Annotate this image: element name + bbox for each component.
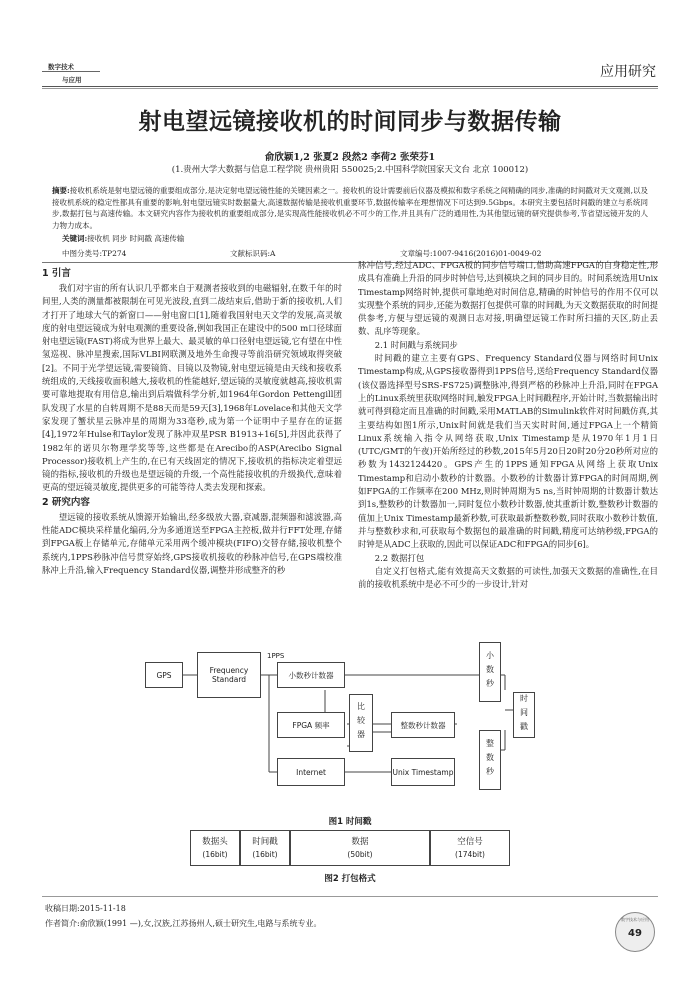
received-date: 收稿日期:2015-11-18: [45, 904, 126, 913]
logo-line2: 与应用: [62, 76, 82, 84]
fpga-frequency-box: FPGA 频率: [277, 712, 345, 738]
page-number-badge: [615, 912, 655, 952]
badge-ring-text: 数字技术与应用: [621, 917, 649, 922]
footer-rule: [42, 896, 658, 897]
logo-divider: [42, 71, 100, 72]
logo-line1: 数字技术: [48, 63, 74, 71]
figure2-caption: 图2 打包格式: [324, 874, 376, 884]
left-column: [42, 266, 342, 577]
subsection-heading-timestamp: 2.1 时间戳与系统同步: [374, 339, 458, 350]
section-heading-research: 2 研究内容: [42, 496, 90, 508]
journal-logo: [42, 58, 100, 88]
frequency-standard-box: Frequency Standard: [197, 652, 261, 698]
field-name: 空信号: [457, 837, 483, 847]
document-code: 文献标识码:A: [230, 249, 276, 258]
field-name: 数据: [351, 837, 369, 847]
integer-counter-box: 整数秒计数器: [391, 712, 455, 738]
field-size: (16bit): [202, 850, 228, 859]
abstract-text: 接收机系统是射电望远镜的重要组成部分,是决定射电望远镜性能的关键因素之一。接收机的设计需要前后仪器及模拟和数字系统之间精确的同步,准确的时间戳对天文观测,以及接收机系统的稳定性都具有重要的影响,射电望远镜实时数据量大,高速数据传输是接收机重要环节,数据传输率在理想情况下可达到9.5Gbps。本研究主要包括时间戳的建立与系统同步,数据打包与高速传输。本文研究内容作为接收机的重要组成部分,是实现高性能接收机必不可少的工作,并且具有广泛的通用性,为其他望远镜的研究提供参考,节省望远镜开发的人力物力成本。: [52, 186, 648, 230]
field-name: 数据头: [202, 837, 228, 847]
timestamp-paragraph: 时间戳的建立主要有GPS、Frequency Standard仪器与网络时间Unix Timestamp构成,从GPS接收器得到1PPS信号,送给Frequency Standard仪器(该仪器选择型号SRS-FS725)调整脉冲,得到严格的秒脉冲上升沿,同时在FPGA上的Linux系统里获取网络时间,触发FPGA上时间戳程序,开始计时,当数据输出时就可得到稳定而且准确的时间戳,采用MATLAB的Simulink软件对时间戳仿真,其主要结构如图1所示,Unix时间就是我们当天实时时间,通过FPGA上一个精简Linux系统输入指令从网络获取,Unix Timestamp是从1970年1月1日(UTC/GMT的午夜)开始所经过的秒数,2015年5月20日20时20分20秒所对应的秒数为1432124420。GPS产生的1PPS通知FPGA从网络上获取Unix Timestamp和启动小数秒的计数器。小数秒的计数器计算FPGA的时间周期,例如FPGA的工作频率在200 MHz,则时钟周期为5 ns,当时钟周期的计数器计数达到1s,整数秒的计数器加一,同时复位小数秒计数器,使其重新计数,整数秒计数器的值加上Unix Timestamp最新秒数,可获取最新整数秒数,同时获取小数秒计数值,并与整数秒求和,可获取每个数据包的最准确的时间戳,精度可达纳秒级,FPGA的时钟是从ADC上获取的,因此可以保证ADC和FPGA的同步[6]。: [358, 353, 658, 550]
abstract: [52, 185, 648, 231]
field-name: 时间戳: [252, 837, 278, 847]
packet-field-header: [190, 830, 240, 866]
figure-packet-format: [190, 830, 510, 866]
packing-paragraph: 自定义打包格式,能有效提高天文数据的可读性,加强天文数据的准确性,在目前的接收机系统中是必不可少的一步设计,针对: [358, 565, 658, 590]
research-paragraph: 望远镜的接收系统从馈源开始输出,经多级放大器,衰减器,混频器和滤波器,高性能ADC模块采样量化编码,分为多通道送至FPGA主控板,做并行FFT处理,存储到FPGA板上存储单元,存储单元采用两个缓冲模块(FIFO)交替存储,接收机整个系统内,1PPS秒脉冲信号贯穿始终,GPS接收机接收的秒脉冲信号,在GPS端校准脉冲上升沿,输入Frequency Standard仪器,调整并形成整齐的秒: [42, 511, 342, 575]
field-size: (16bit): [252, 850, 278, 859]
field-size: (50bit): [347, 850, 373, 859]
gps-box: GPS: [145, 662, 183, 688]
paper-title: 射电望远镜接收机的时间同步与数据传输: [138, 108, 562, 135]
figure-timestamp-diagram: [145, 630, 555, 810]
pps-label: 1PPS: [267, 652, 285, 660]
unix-timestamp-box: Unix Timestamp: [391, 758, 455, 786]
author-bio: 作者简介:俞欣颖(1991 —),女,汉族,江苏扬州人,硕士研究生,电路与系统专业。: [45, 919, 322, 928]
continued-paragraph: 脉冲信号,经过ADC、FPGA板的同步信号端口,借助高速FPGA的自身稳定性,形成具有准确上升沿的同步时钟信号,达到模块之间的同步目的。时间系统选用Unix Timestamp网络时钟,提供可靠地绝对时间信息,精确的时钟信号的作用不仅可以实现整个系统的同步,还能为数据打包提供可靠的时间戳,为天文数据获取的时间提供参考,方便与望远镜的观测日志对接,明确望远镜工作时所扫描的天区,防止丢数、乱序等现象。: [358, 260, 658, 337]
fractional-counter-box: 小数秒计数器: [277, 662, 345, 688]
section-heading-intro: 1 引言: [42, 268, 71, 279]
intro-paragraph: 我们对宇宙的所有认识几乎都来自于观测者接收到的电磁辐射,在数千年的时间里,人类的测量都被限制在可见光波段,直到二战结束后,借助于新的接收机,人们才打开了地球大气的新窗口——射电窗口[1],随着我国射电天文学的发展,高灵敏度的射电望远镜成为射电观测的重要设备,例如我国正在建设中的500 m口径球面射电望远镜(FAST)将成为世界上最大、最灵敏的单口径射电望远镜,它有望在中性氢巡视、脉冲星搜索,国际VLBI网联测及地外生命搜寻等前沿研究领域取得突破[2]。不同于光学望远镜,需要镜筒、目镜以及物镜,射电望远镜是由天线和接收系统组成的,天线接收面积越大,接收机的性能越好,望远镜的灵敏度就越高,接收机需要可靠地提取有用信息,输出到后端做科学分析,如1964年Gordon Pettengill团队发现了水星的自转周期不是88天而是59天[3],1968年Lovelace和其他天文学家发现了蟹状星云脉冲星的周期为33毫秒,成为第一个证明中子星存在的证据[4],1972年Hulse和Taylor发现了脉冲双星PSR B1913+16[5],并因此获得了1982年的诺贝尔物理学奖等等,这些都是在Arecibo的ASP(Arecibo Signal Processor)接收机上产生的,在已有天线固定的情况下,接收机的指标决定着望远镜的指标,接收机的升级也是望远镜的升级,一个高性能接收机的升级换代,意味着更高的望远镜灵敏度,提供更多的可能等待人类去发现和探索。: [42, 283, 342, 493]
packet-field-timestamp: [240, 830, 290, 866]
paper-authors: 俞欣颖1,2 张夏2 段然2 李荷2 张荣芬1: [264, 152, 436, 163]
internet-box: Internet: [277, 758, 345, 786]
integer-seconds-box: 整数秒: [479, 730, 501, 790]
keywords-text: 接收机 同步 时间戳 高速传输: [87, 234, 185, 243]
comparator-box: 比较器: [349, 694, 373, 752]
section-tag: 应用研究: [600, 64, 656, 80]
paper-affiliation: (1.贵州大学大数据与信息工程学院 贵州贵阳 550025;2.中国科学院国家天文台 北京 100012): [171, 165, 529, 175]
page-number: 49: [628, 928, 642, 939]
subsection-heading-packing: 2.2 数据打包: [374, 552, 425, 563]
abstract-label: 摘要:: [52, 186, 70, 195]
timestamp-box: 时间戳: [513, 692, 535, 738]
fractional-seconds-box: 小数秒: [479, 642, 501, 702]
field-size: (174bit): [455, 850, 485, 859]
packet-field-data: [290, 830, 430, 866]
clc-number: 中图分类号:TP274: [62, 249, 127, 258]
keywords: [62, 233, 184, 244]
header-rule-secondary: [42, 88, 658, 89]
figure1-caption: 图1 时间戳: [328, 817, 372, 827]
right-column: [358, 259, 658, 591]
keywords-label: 关键词:: [62, 234, 88, 243]
article-number: 文章编号:1007-9416(2016)01-0049-02: [400, 249, 542, 258]
header-rule: [42, 86, 658, 87]
packet-field-null: [430, 830, 510, 866]
